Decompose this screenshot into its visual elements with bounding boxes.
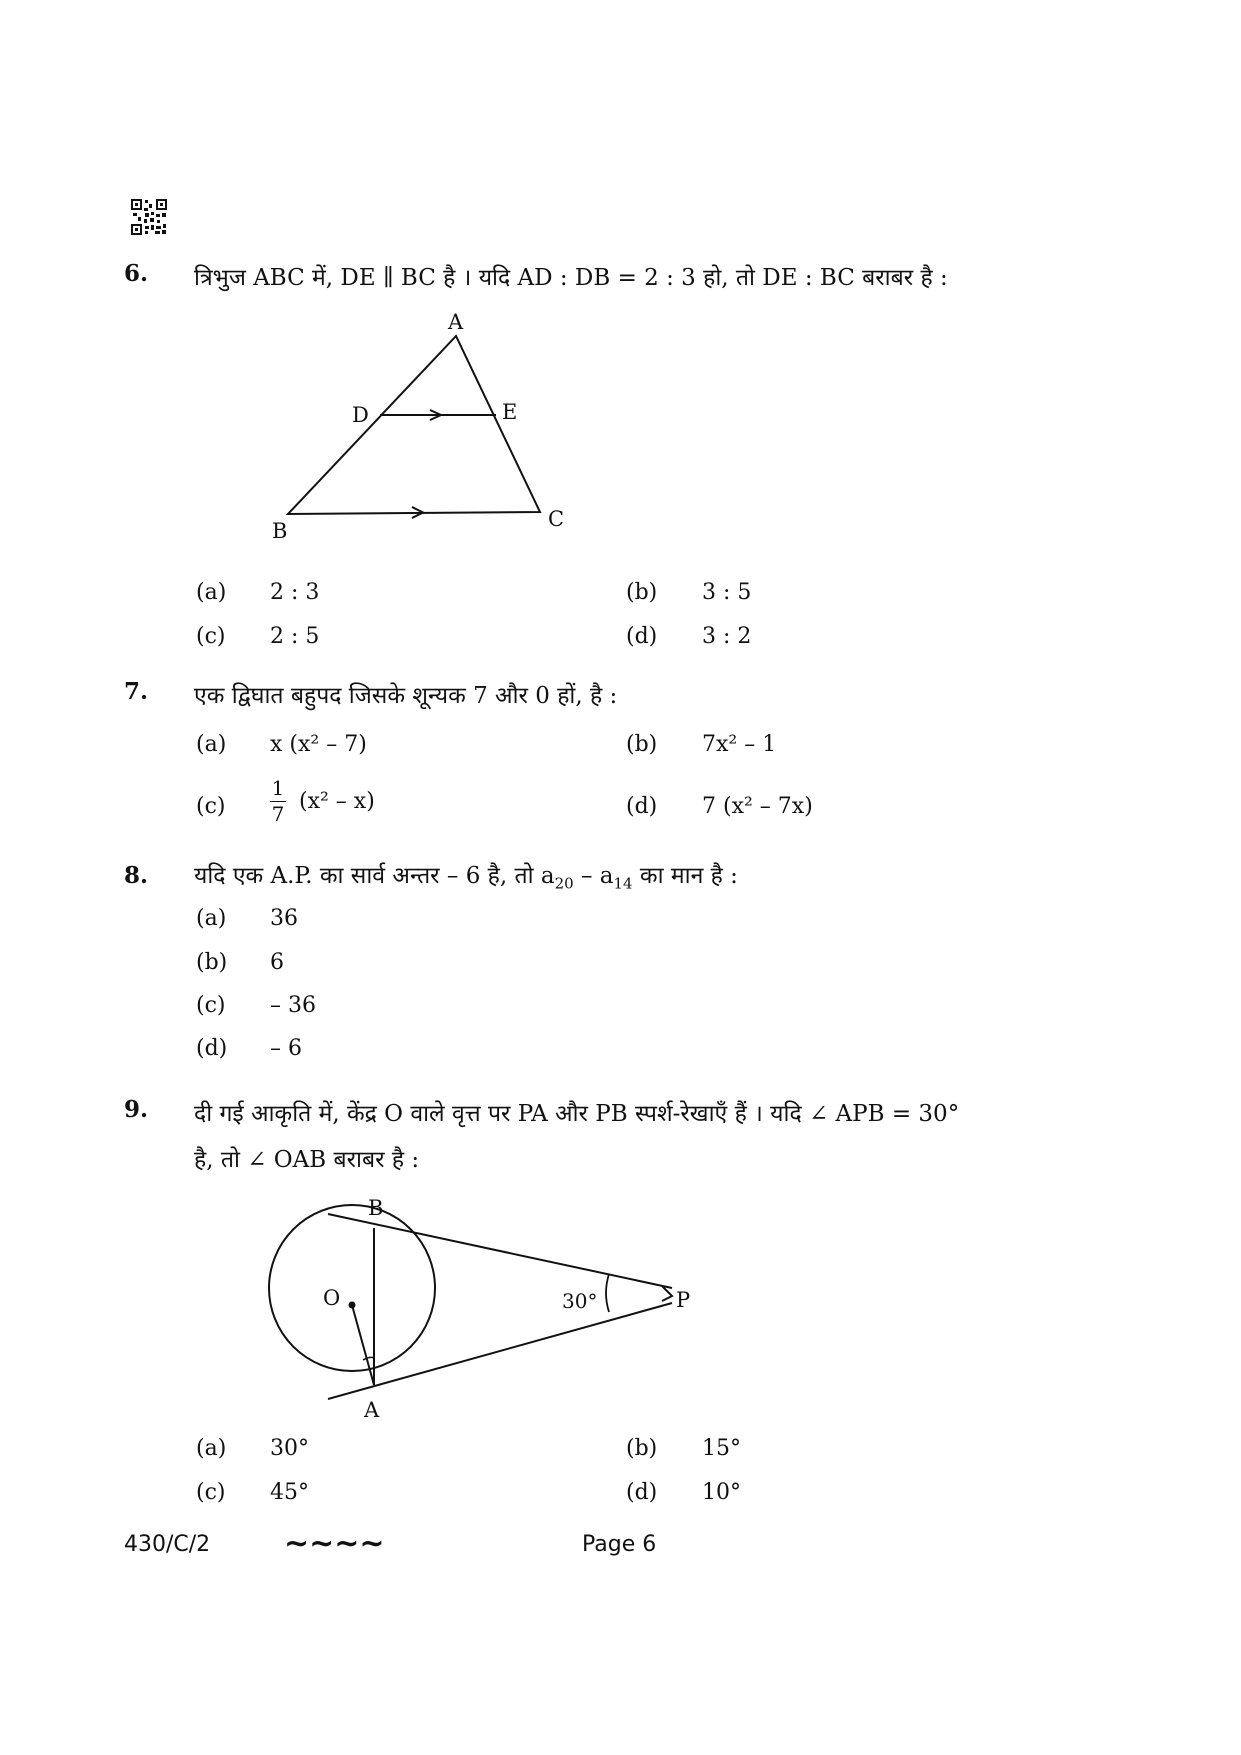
q7-option-d-label: (d): [626, 794, 658, 819]
point-label-b: B: [368, 1196, 384, 1220]
q9-option-c-label: (c): [196, 1480, 226, 1505]
q6-option-d-label: (d): [626, 624, 658, 649]
vertex-label-d: D: [352, 403, 369, 427]
q9-option-d-label: (d): [626, 1480, 658, 1505]
q8-subscript-14: 14: [613, 874, 633, 893]
paper-code: 430/C/2: [124, 1532, 211, 1557]
q9-option-a-label: (a): [196, 1436, 227, 1461]
qr-code-icon: [130, 198, 168, 236]
vertex-label-e: E: [502, 400, 518, 424]
question-6-text: त्रिभुज ABC में, DE ∥ BC है । यदि AD : DB = 2 : 3 हो, तो DE : BC बराबर है :: [194, 265, 948, 291]
q9-option-a-value: 30°: [270, 1436, 309, 1461]
q8-subscript-20: 20: [554, 874, 574, 893]
q9-option-c-value: 45°: [270, 1480, 309, 1505]
page-number: Page 6: [582, 1532, 657, 1557]
q6-option-a-value: 2 : 3: [270, 580, 320, 605]
q6-option-a-label: (a): [196, 580, 227, 605]
point-label-a: A: [364, 1398, 380, 1422]
q7-option-b-value: 7x² – 1: [702, 732, 777, 757]
q8-option-d-value: – 6: [270, 1036, 302, 1061]
q9-option-d-value: 10°: [702, 1480, 741, 1505]
point-label-o: O: [323, 1286, 341, 1310]
q6-option-c-label: (c): [196, 624, 226, 649]
q9-option-b-label: (b): [626, 1436, 658, 1461]
q6-option-b-value: 3 : 5: [702, 580, 752, 605]
q7-option-a-label: (a): [196, 732, 227, 757]
q6-option-b-label: (b): [626, 580, 658, 605]
question-8-text: [194, 858, 738, 893]
q8-option-b-label: (b): [196, 950, 228, 975]
q6-option-d-value: 3 : 2: [702, 624, 752, 649]
q8-text-mid: – a: [573, 863, 614, 889]
vertex-label-c: C: [548, 507, 565, 531]
q8-option-a-label: (a): [196, 906, 227, 931]
fraction-denominator: 7: [271, 802, 285, 826]
q8-text-before: यदि एक A.P. का सार्व अन्तर – 6 है, तो a: [194, 863, 555, 889]
fraction-numerator: 1: [271, 776, 285, 800]
q8-option-b-value: 6: [270, 950, 284, 975]
question-9-text-line1: दी गई आकृति में, केंद्र O वाले वृत्त पर PA और PB स्पर्श-रेखाएँ हैं । यदि ∠ APB = 30°: [194, 1101, 960, 1127]
q7-option-b-label: (b): [626, 732, 658, 757]
q8-option-c-value: – 36: [270, 993, 316, 1018]
question-9-number: 9.: [124, 1096, 149, 1123]
point-label-p: P: [676, 1288, 691, 1312]
vertex-label-a: A: [448, 310, 464, 334]
q7-option-c-label: (c): [196, 794, 226, 819]
q8-option-d-label: (d): [196, 1036, 228, 1061]
question-6-number: 6.: [124, 260, 149, 287]
q6-option-c-value: 2 : 5: [270, 624, 320, 649]
q7-option-c-expression: (x² – x): [299, 788, 375, 814]
question-7-text: एक द्विघात बहुपद जिसके शून्यक 7 और 0 हों, है :: [194, 683, 618, 709]
footer-ornament: ∼∼∼∼: [284, 1526, 385, 1561]
vertex-label-b: B: [272, 519, 288, 543]
q8-option-a-value: 36: [270, 906, 298, 931]
question-7-number: 7.: [124, 678, 149, 705]
triangle-abc-figure: [260, 300, 590, 550]
q8-text-after: का मान है :: [632, 863, 738, 889]
question-8-number: 8.: [124, 862, 149, 889]
question-9-text-line2: है, तो ∠ OAB बराबर है :: [194, 1147, 420, 1173]
q9-option-b-value: 15°: [702, 1436, 741, 1461]
q7-option-c-value: [270, 778, 375, 825]
q7-option-a-value: x (x² – 7): [270, 732, 367, 757]
q8-option-c-label: (c): [196, 993, 226, 1018]
tangent-circle-figure: [260, 1190, 720, 1430]
fraction: [270, 778, 286, 825]
q7-option-d-value: 7 (x² – 7x): [702, 794, 813, 819]
angle-label: 30°: [562, 1289, 598, 1313]
